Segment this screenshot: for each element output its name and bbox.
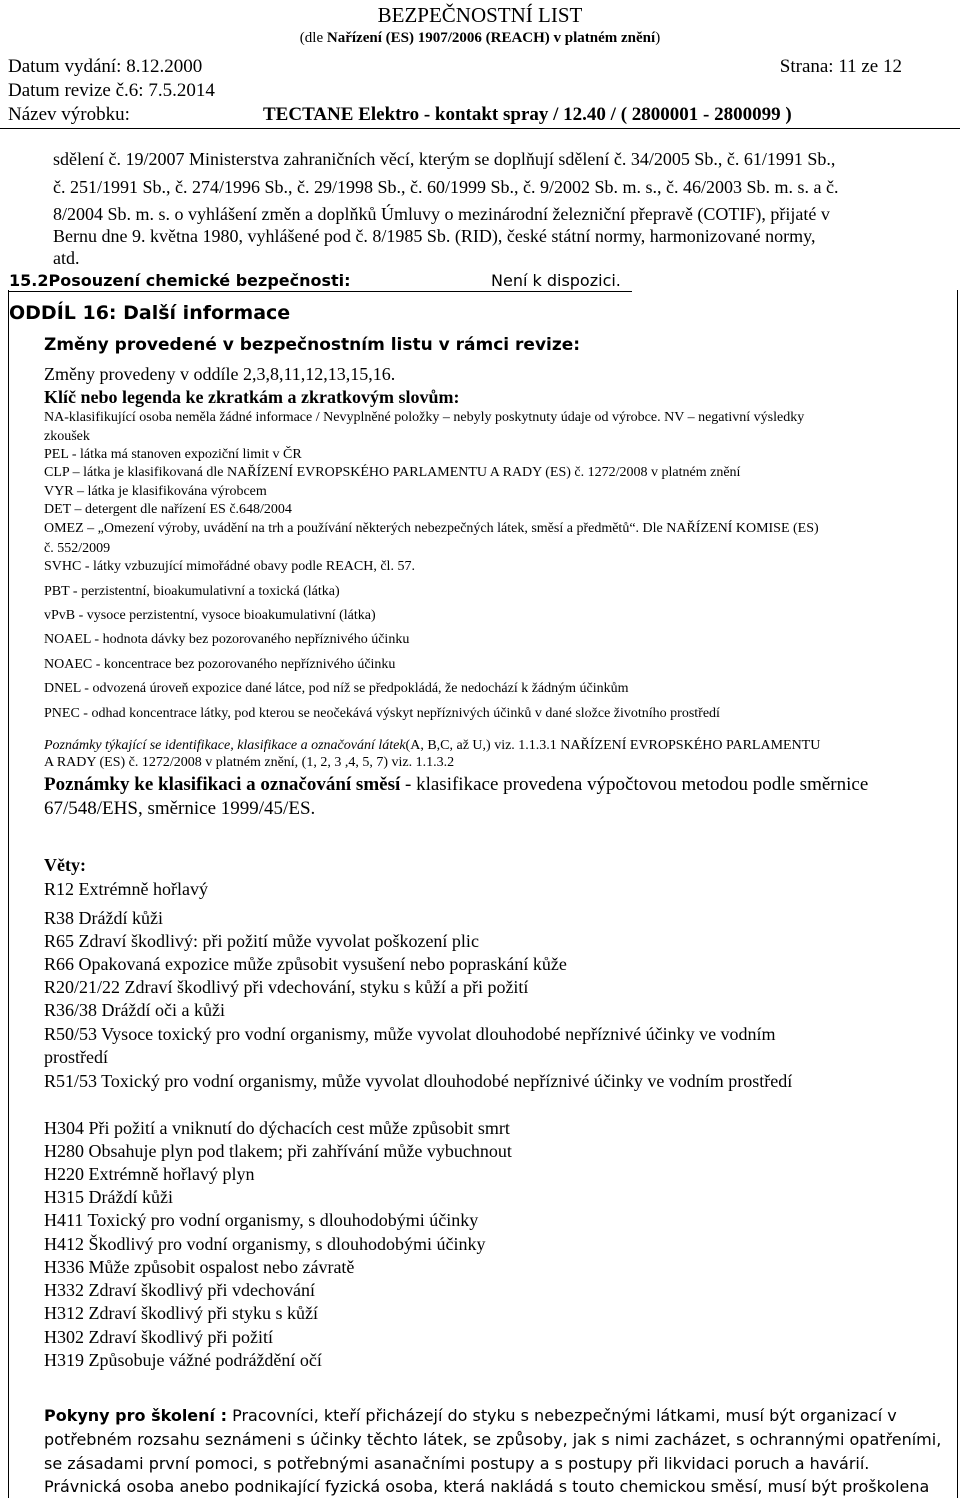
r-phrase: R20/21/22 Zdraví škodlivý při vdechování, styku s kůží a při požití [44,977,529,997]
document-title: BEZPEČNOSTNÍ LIST [377,3,583,27]
r-phrase: R12 Extrémně hořlavý [44,879,208,899]
r-phrase: R51/53 Toxický pro vodní organismy, může vyvolat dlouhodobé nepříznivé účinky ve vodním prostředí [44,1071,793,1091]
h-phrase: H319 Způsobuje vážné podráždění očí [44,1350,322,1370]
h-phrase: H412 Škodlivý pro vodní organismy, s dlouhodobými účinky [44,1234,486,1254]
r-phrase: R36/38 Dráždí oči a kůži [44,1000,225,1020]
h-phrase: H302 Zdraví škodlivý při požití [44,1327,273,1347]
legend-line: CLP – látka je klasifikovaná dle NAŘÍZENÍ EVROPSKÉHO PARLAMENTU A RADY (ES) č. 1272/2008 v platném znění [44,465,741,480]
legend-line: DET – detergent dle nařízení ES č.648/2004 [44,502,292,517]
r-phrase: R38 Dráždí kůži [44,908,163,928]
section-16-title: ODDÍL 16: Další informace [9,302,291,324]
h-phrase: H332 Zdraví škodlivý při vdechování [44,1280,315,1300]
h-phrase: H315 Dráždí kůži [44,1187,173,1207]
changes-heading: Změny provedené v bezpečnostním listu v rámci revize: [44,335,581,355]
legal-line: 8/2004 Sb. m. s. o vyhlášení změn a doplňků Úmluvy o mezinárodní železniční přepravě (COTIF), přijaté v [53,204,830,224]
legend-line: NA-klasifikující osoba neměla žádné informace / Nevyplněné položky – nebyly poskytnuty údaje od výrobce. NV – negativní výsledky [44,410,805,425]
training-line: Pokyny pro školení : Pracovníci, kteří přicházejí do styku s nebezpečnými látkami, musí být organizací v [44,1406,897,1425]
revision-date: Datum revize č.6: 7.5.2014 [8,80,215,101]
r-phrase: R65 Zdraví škodlivý: při požití může vyvolat poškození plic [44,931,479,951]
training-line: Právnická osoba anebo podnikající fyzická osoba, která nakládá s touto chemickou směsí, musí být proškolena [44,1477,930,1496]
legend-line: PEL - látka má stanoven expoziční limit v ČR [44,447,302,462]
legend-line: zkoušek [44,429,90,444]
training-line: se zásadami první pomoci, s potřebnými asanačními postupy a s postupy při likvidaci poruch a havárií. [44,1454,870,1473]
page-number: Strana: 11 ze 12 [779,56,902,77]
training-line: potřebném rozsahu seznámeni s účinky těchto látek, se způsoby, jak s nimi zacházet, s ochrannými opatřeními, [44,1430,942,1449]
product-label: Název výrobku: [8,104,130,125]
header-row-product [8,104,952,125]
legend-line: PBT - perzistentní, bioakumulativní a toxická (látka) [44,584,340,599]
classification-line: Poznámky ke klasifikaci a označování směsí - klasifikace provedena výpočtovou metodou podle směrnice [44,774,869,795]
legal-line: sdělení č. 19/2007 Ministerstva zahraničních věcí, kterým se doplňují sdělení č. 34/2005 Sb., č. 61/1991 Sb., [53,149,836,169]
issue-date: Datum vydání: 8.12.2000 [8,56,203,77]
h-phrase: H411 Toxický pro vodní organismy, s dlouhodobými účinky [44,1210,479,1230]
classification-line: 67/548/EHS, směrnice 1999/45/ES. [44,798,316,819]
notes-line: Poznámky týkající se identifikace, klasifikace a označování látek(A, B,C, až U,) viz. 1.1.3.1 NAŘÍZENÍ EVROPSKÉHO PARLAMENTU [44,738,821,753]
header-row-revision [8,80,952,101]
legend-line: NOAEL - hodnota dávky bez pozorovaného nepříznivého účinku [44,632,410,647]
h-phrase: H312 Zdraví škodlivý při styku s kůží [44,1303,318,1323]
section-15-2-label: 15.2Posouzení chemické bezpečnosti: [9,271,351,290]
h-phrase: H280 Obsahuje plyn pod tlakem; při zahřívání může vybuchnout [44,1141,512,1161]
notes-line: A RADY (ES) č. 1272/2008 v platném znění, (1, 2, 3 ,4, 5, 7) viz. 1.1.3.2 [44,755,455,770]
r-phrase: R66 Opakovaná expozice může způsobit vysušení nebo popraskání kůže [44,954,567,974]
legal-line: atd. [53,248,80,268]
legal-line: Bernu dne 9. května 1980, vyhlášené pod č. 8/1985 Sb. (RID), české státní normy, harmonizované normy, [53,226,816,246]
h-phrase: H220 Extrémně hořlavý plyn [44,1164,255,1184]
legend-line: DNEL - odvozená úroveň expozice dané látce, pod níž se předpokládá, že nedochází k žádným účinkům [44,681,629,696]
document-subtitle: (dle Nařízení (ES) 1907/2006 (REACH) v platném znění) [299,30,661,46]
header-divider [0,128,960,129]
legend-line: vPvB - vysoce perzistentní, vysoce bioakumulativní (látka) [44,608,376,623]
legend-heading: Klíč nebo legenda ke zkratkám a zkratkovým slovům: [44,387,460,407]
legal-line: č. 251/1991 Sb., č. 274/1996 Sb., č. 29/1998 Sb., č. 60/1999 Sb., č. 9/2002 Sb. m. s., č. 46/2003 Sb. m. s. a č. [53,177,839,197]
legend-line: PNEC - odhad koncentrace látky, pod kterou se neočekává výskyt nepříznivých účinků v dané složce životního prostředí [44,706,720,721]
legend-line: OMEZ – „Omezení výroby, uvádění na trh a používání některých nebezpečných látek, směsí a předmětů“. Dle NAŘÍZENÍ KOMISE (ES) [44,521,819,536]
legend-line: č. 552/2009 [44,541,111,556]
legend-line: VYR – látka je klasifikována výrobcem [44,484,267,499]
h-phrase: H336 Může způsobit ospalost nebo závratě [44,1257,355,1277]
changes-text: Změny provedeny v oddíle 2,3,8,11,12,13,15,16. [44,364,396,384]
section-15-2-value: Není k dispozici. [491,271,621,290]
r-phrase: prostředí [44,1047,108,1067]
h-phrase: H304 Při požití a vniknutí do dýchacích cest může způsobit smrt [44,1118,510,1138]
r-phrase: R50/53 Vysoce toxický pro vodní organismy, může vyvolat dlouhodobé nepříznivé účinky ve vodním [44,1024,776,1044]
legend-line: NOAEC - koncentrace bez pozorovaného nepříznivého účinku [44,657,396,672]
sentences-heading: Věty: [44,855,86,875]
header-row-issue [8,56,952,77]
product-name: TECTANE Elektro - kontakt spray / 12.40 / ( 2800001 - 2800099 ) [263,104,792,125]
legend-line: SVHC - látky vzbuzující mimořádné obavy podle REACH, čl. 57. [44,559,415,574]
